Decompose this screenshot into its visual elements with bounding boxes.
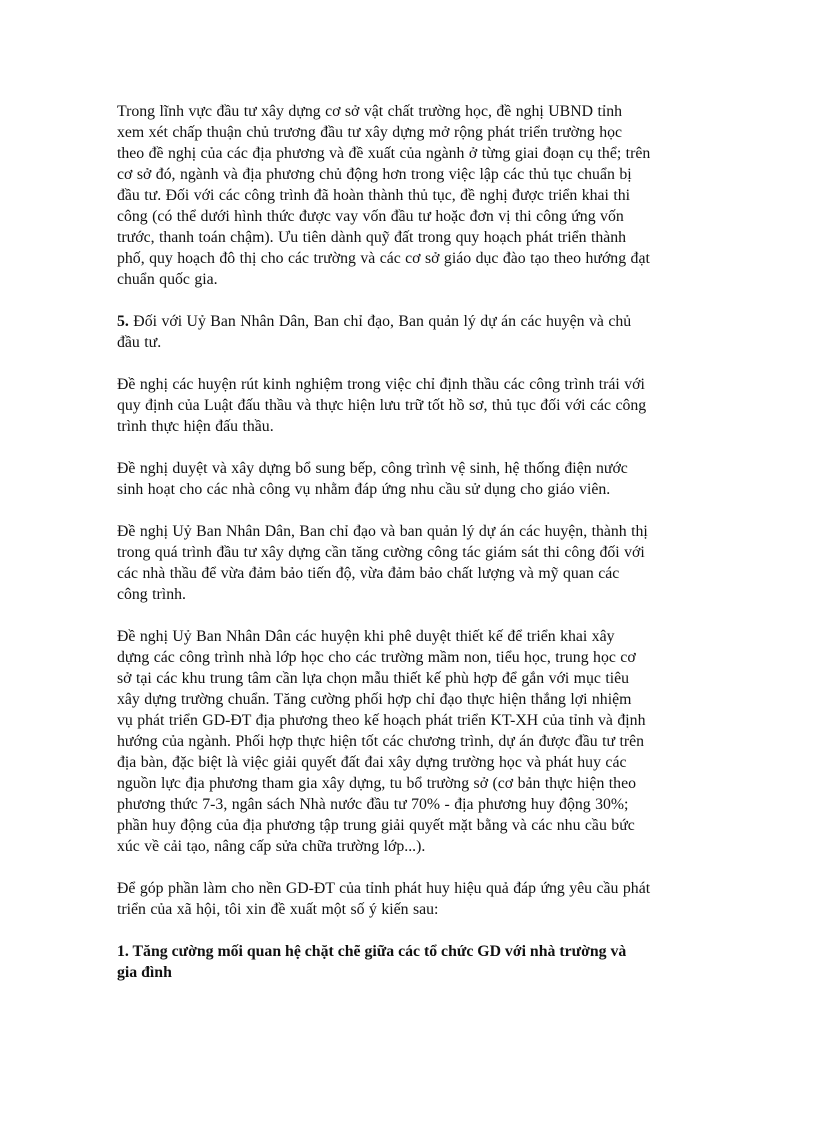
paragraph-proposal-intro <box>117 878 703 920</box>
text-line: xây dựng trường chuẩn. Tăng cường phối hợp chỉ đạo thực hiện thắng lợi nhiệm <box>117 691 632 708</box>
text-line: xúc về cải tạo, nâng cấp sửa chữa trường lớp...). <box>117 838 426 855</box>
paragraph-contractor-designation <box>117 374 703 437</box>
heading-proposal-1 <box>117 941 703 983</box>
text-line: 1. Tăng cường mối quan hệ chặt chẽ giữa các tổ chức GD với nhà trường và <box>117 943 627 960</box>
text-line: quy định của Luật đấu thầu và thực hiện lưu trữ tốt hồ sơ, thủ tục đối với các công <box>117 397 647 414</box>
paragraph-infrastructure-investment <box>117 101 703 290</box>
text-line: Đề nghị Uỷ Ban Nhân Dân các huyện khi phê duyệt thiết kế để triển khai xây <box>117 628 615 645</box>
text-line: chuẩn quốc gia. <box>117 271 218 288</box>
text-line: sinh hoạt cho các nhà công vụ nhằm đáp ứng nhu cầu sử dụng cho giáo viên. <box>117 481 611 498</box>
text-line: xem xét chấp thuận chủ trương đầu tư xây dựng mở rộng phát triển trường học <box>117 124 623 141</box>
text-line: phố, quy hoạch đô thị cho các trường và các cơ sở giáo dục đào tạo theo hướng đạt <box>117 250 650 267</box>
section-5-heading <box>117 311 703 353</box>
text-line: gia đình <box>117 964 172 981</box>
text-line: Đề nghị duyệt và xây dựng bổ sung bếp, công trình vệ sinh, hệ thống điện nước <box>117 460 628 477</box>
text-line: trước, thanh toán chậm). Ưu tiên dành quỹ đất trong quy hoạch phát triển thành <box>117 229 627 246</box>
text-line: công trình. <box>117 586 186 603</box>
paragraph-supervision <box>117 521 703 605</box>
section-number: 5. <box>117 313 129 330</box>
text-line: đầu tư. <box>117 334 162 351</box>
text-line: theo đề nghị của các địa phương và đề xuất của ngành ở từng giai đoạn cụ thể; trên <box>117 145 651 162</box>
text-line <box>117 311 703 332</box>
text-line: Đề nghị Uỷ Ban Nhân Dân, Ban chỉ đạo và ban quản lý dự án các huyện, thành thị <box>117 523 648 540</box>
text-line: địa bàn, đặc biệt là việc giải quyết đất đai xây dựng trường học và phát huy các <box>117 754 627 771</box>
text-line: dựng các công trình nhà lớp học cho các trường mầm non, tiểu học, trung học cơ <box>117 649 636 666</box>
text-line: cơ sở đó, ngành và địa phương chủ động hơn trong việc lập các thủ tục chuẩn bị <box>117 166 632 183</box>
text-line: trong quá trình đầu tư xây dựng cần tăng cường công tác giám sát thi công đối với <box>117 544 645 561</box>
text-line: Đề nghị các huyện rút kinh nghiệm trong việc chỉ định thầu các công trình trái với <box>117 376 645 393</box>
text-line: sở tại các khu trung tâm cần lựa chọn mẫu thiết kế phù hợp để gắn với mục tiêu <box>117 670 630 687</box>
paragraph-design-approval <box>117 626 703 857</box>
paragraph-supplementary-construction <box>117 458 703 500</box>
text-line: công (có thể dưới hình thức được vay vốn đầu tư hoặc đơn vị thi công ứng vốn <box>117 208 624 225</box>
text-line: triển của xã hội, tôi xin đề xuất một số ý kiến sau: <box>117 901 439 918</box>
text-line: đầu tư. Đối với các công trình đã hoàn thành thủ tục, đề nghị được triển khai thi <box>117 187 631 204</box>
text-line: trình thực hiện đấu thầu. <box>117 418 274 435</box>
text-line: phương thức 7-3, ngân sách Nhà nước đầu tư 70% - địa phương huy động 30%; <box>117 796 629 813</box>
text-line: vụ phát triển GD-ĐT địa phương theo kế hoạch phát triển KT-XH của tỉnh và định <box>117 712 646 729</box>
text-line: các nhà thầu để vừa đảm bảo tiến độ, vừa đảm bảo chất lượng và mỹ quan các <box>117 565 620 582</box>
text-line: hướng của ngành. Phối hợp thực hiện tốt các chương trình, dự án được đầu tư trên <box>117 733 645 750</box>
text-line: phần huy động của địa phương tập trung giải quyết mặt bằng và các nhu cầu bức <box>117 817 635 834</box>
section-title: Đối với Uỷ Ban Nhân Dân, Ban chỉ đạo, Ban quản lý dự án các huyện và chủ <box>128 313 632 330</box>
text-line: Để góp phần làm cho nền GD-ĐT của tỉnh phát huy hiệu quả đáp ứng yêu cầu phát <box>117 880 651 897</box>
document-body <box>117 101 703 1004</box>
text-line: nguồn lực địa phương tham gia xây dựng, tu bổ trường sở (cơ bản thực hiện theo <box>117 775 636 792</box>
text-line: Trong lĩnh vực đầu tư xây dựng cơ sở vật chất trường học, đề nghị UBND tỉnh <box>117 103 623 120</box>
